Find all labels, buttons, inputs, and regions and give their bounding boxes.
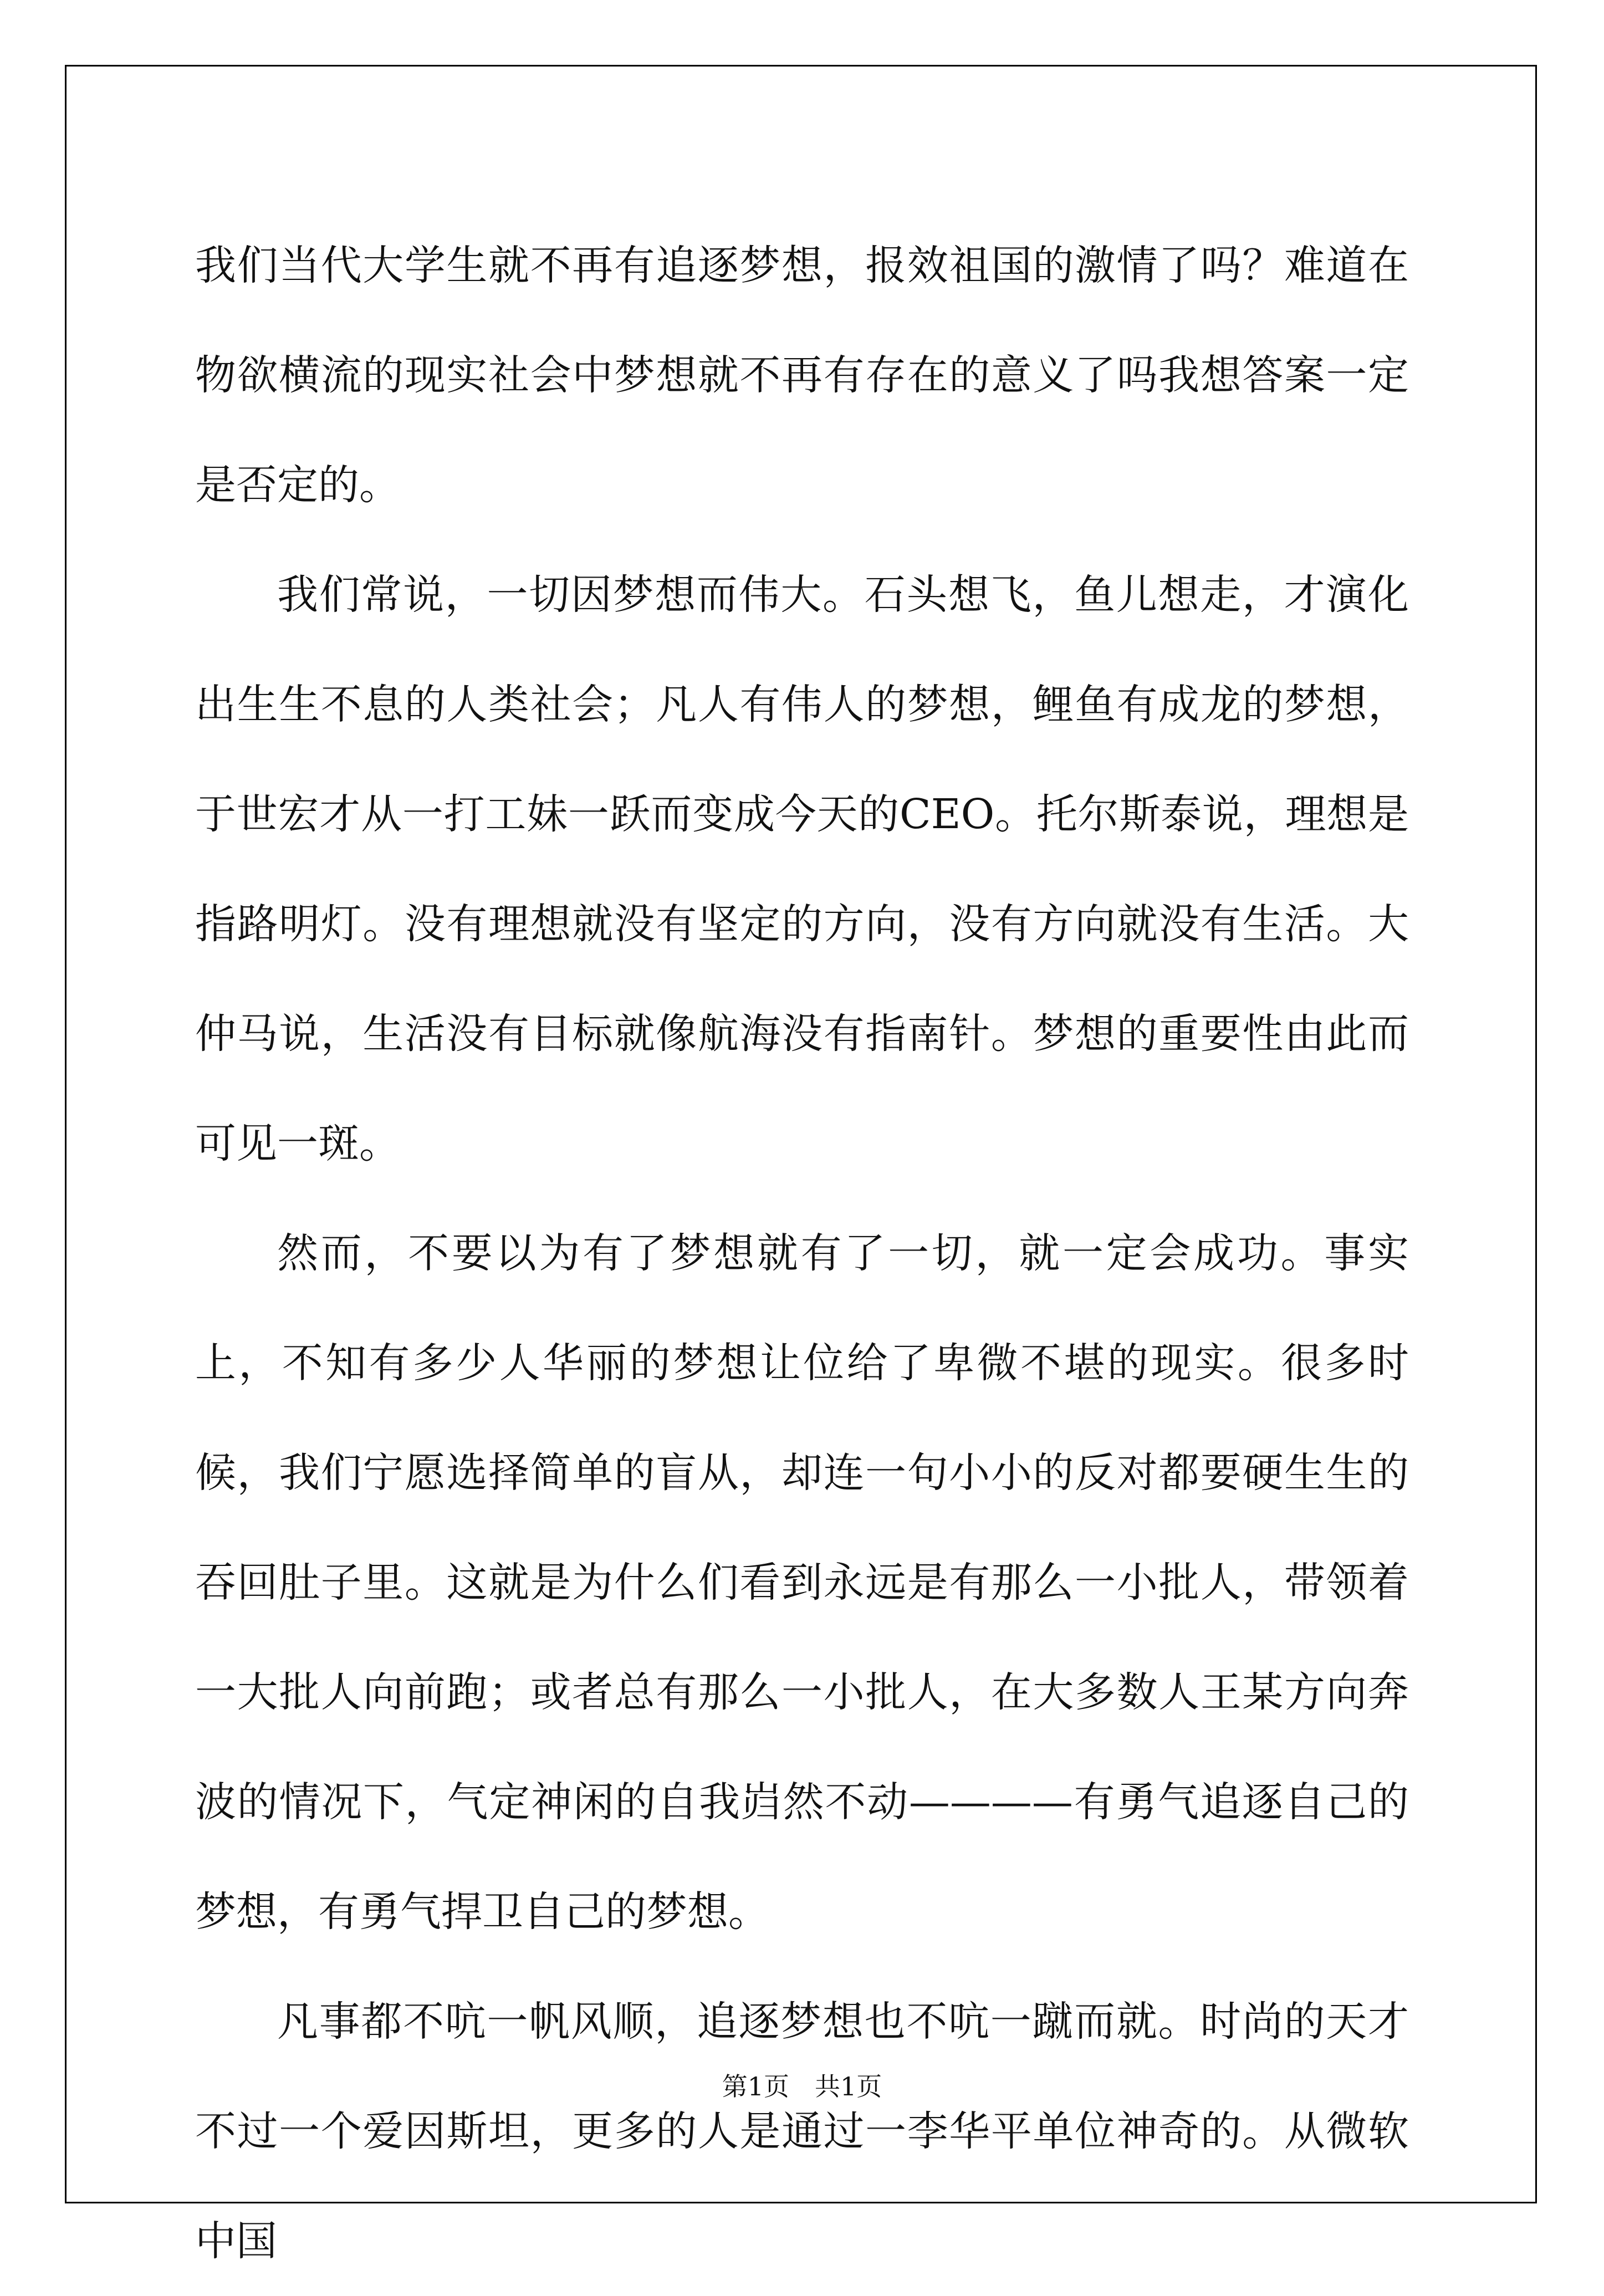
paragraph-1: 我们当代大学生就不再有追逐梦想，报效祖国的激情了吗？难道在物欲横流的现实社会中梦想就不再有存在的意义了吗我想答案一定是否定的。 [195,242,1409,509]
paragraph-2: 我们常说，一切因梦想而伟大。石头想飞，鱼儿想走，才演化出生生不息的人类社会；凡人有伟人的梦想，鲤鱼有成龙的梦想，于世宏才从一打工妹一跃而变成今天的CEO。托尔斯泰说，理想是指路明灯。没有理想就没有坚定的方向，没有方向就没有生活。大仲马说，生活没有目标就像航海没有指南针。梦想的重要性由此而可见一斑。 [195,571,1409,1167]
paragraph-3: 然而，不要以为有了梦想就有了一切，就一定会成功。事实上，不知有多少人华丽的梦想让位给了卑微不堪的现实。很多时候，我们宁愿选择简单的盲从，却连一句小小的反对都要硬生生的吞回肚子里。这就是为什么们看到永远是有那么一小批人，带领着一大批人向前跑；或者总有那么一小批人，在大多数人王某方向奔波的情况下，气定神闲的自我岿然不动————有勇气追逐自己的梦想，有勇气捍卫自己的梦想。 [195,1229,1409,1936]
document-body [195,211,1409,2296]
paragraph-4: 凡事都不吭一帆风顺，追逐梦想也不吭一蹴而就。时尚的天才不过一个爱因斯坦，更多的人是通过一李华平单位神奇的。从微软中国 [195,1998,1409,2265]
page-number-footer: 第1页 共1页 [722,2071,882,2101]
